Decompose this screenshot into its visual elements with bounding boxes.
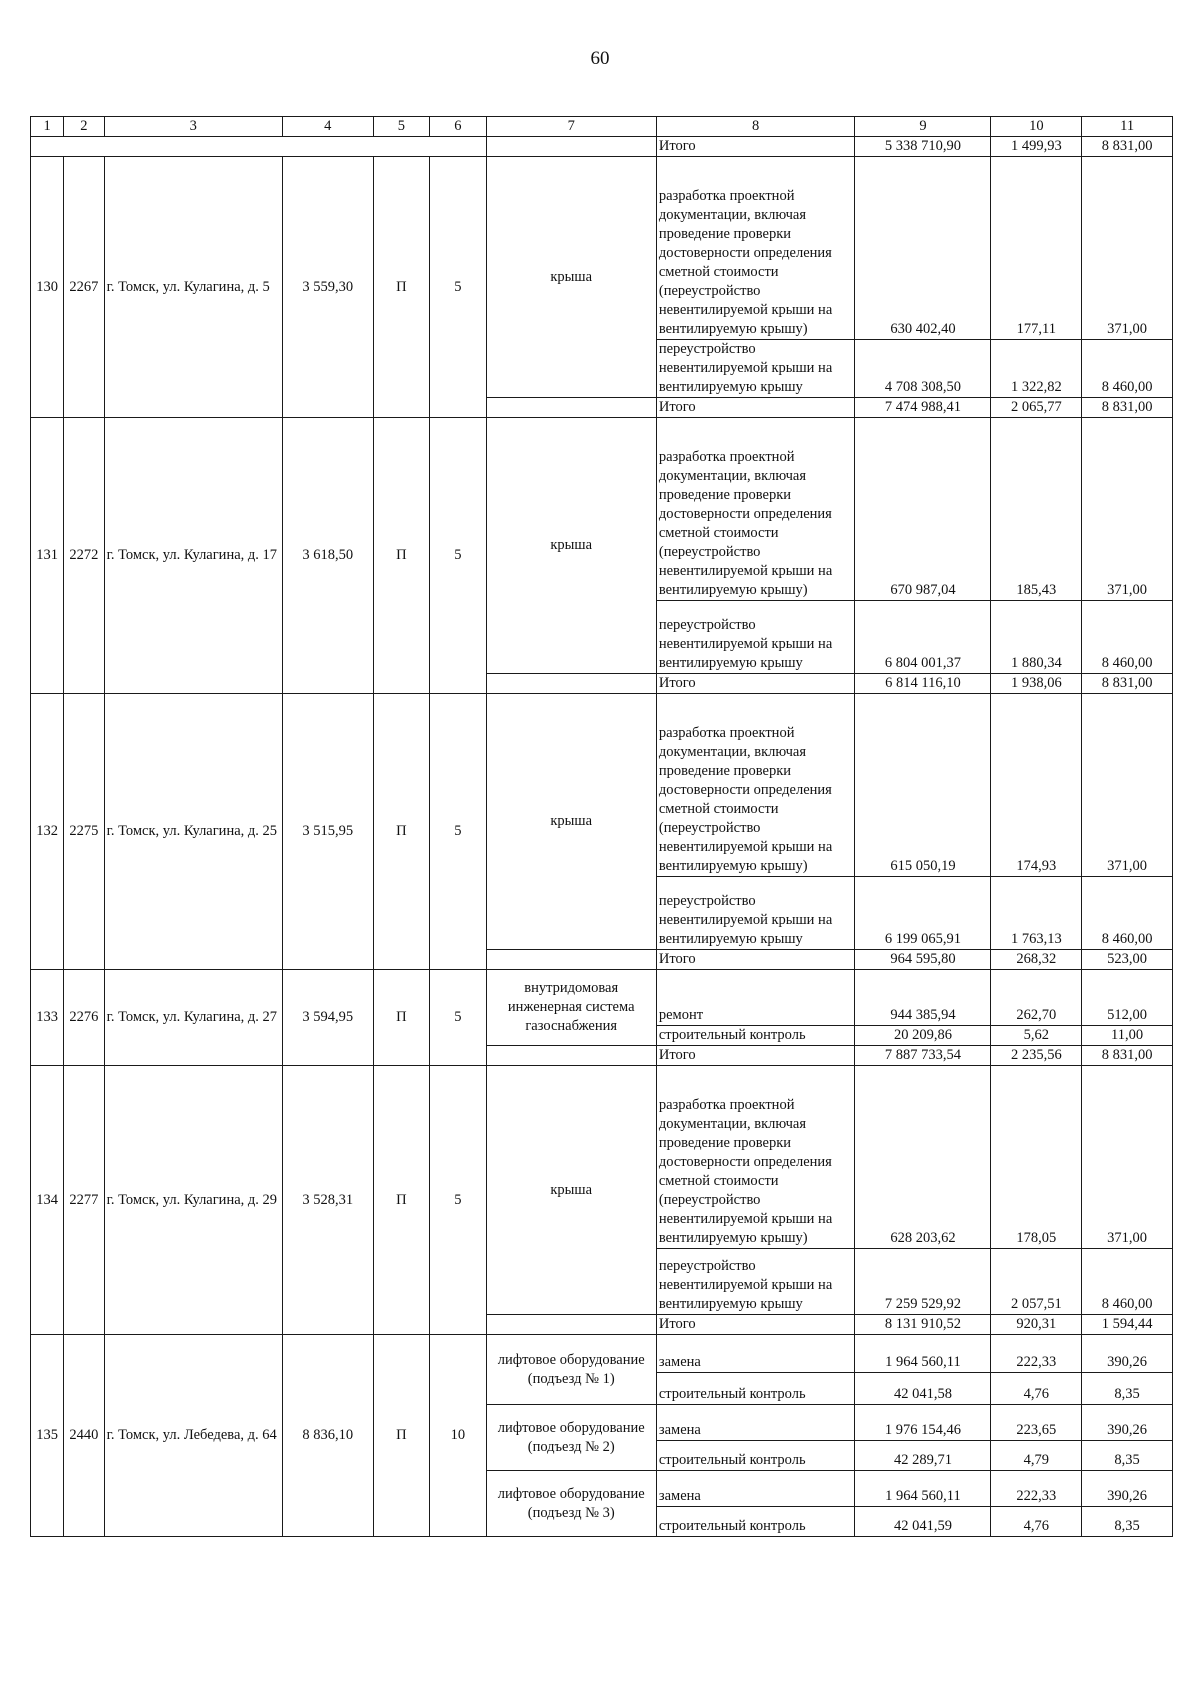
table-cell: 8 831,00	[1082, 398, 1173, 418]
table-cell: замена	[656, 1405, 855, 1441]
table-cell: 3 594,95	[282, 970, 373, 1066]
table-cell: 1 938,06	[991, 674, 1082, 694]
table-cell: 8 460,00	[1082, 340, 1173, 398]
table-cell: 7 887 733,54	[855, 1046, 991, 1066]
table-cell: 5	[430, 418, 486, 694]
table-row	[31, 157, 1173, 340]
table-cell: 5	[430, 1066, 486, 1335]
table-cell: г. Томск, ул. Кулагина, д. 29	[104, 1066, 282, 1335]
table-cell: 615 050,19	[855, 694, 991, 877]
table-cell: строительный контроль	[656, 1373, 855, 1405]
table-cell: 8 831,00	[1082, 1046, 1173, 1066]
column-header: 5	[373, 117, 429, 137]
table-cell: 130	[31, 157, 64, 418]
table-cell: 5	[430, 694, 486, 970]
table-cell: 222,33	[991, 1471, 1082, 1507]
table-cell: 1 763,13	[991, 877, 1082, 950]
table-cell: 390,26	[1082, 1405, 1173, 1441]
column-header: 3	[104, 117, 282, 137]
table-cell: крыша	[486, 418, 656, 674]
table-cell: 262,70	[991, 970, 1082, 1026]
table-cell: 628 203,62	[855, 1066, 991, 1249]
table-cell: 135	[31, 1335, 64, 1537]
table-cell: Итого	[656, 398, 855, 418]
blank-cell	[486, 674, 656, 694]
table-cell: внутридомовая инженерная система газоснабжения	[486, 970, 656, 1046]
table-cell: П	[373, 694, 429, 970]
table-cell: 222,33	[991, 1335, 1082, 1373]
table-cell: 523,00	[1082, 950, 1173, 970]
column-header: 8	[656, 117, 855, 137]
capital-repair-table	[30, 116, 1173, 1537]
table-cell: 2277	[64, 1066, 104, 1335]
table-cell: 1 976 154,46	[855, 1405, 991, 1441]
table-cell: 1 880,34	[991, 601, 1082, 674]
table-cell: 512,00	[1082, 970, 1173, 1026]
table-cell: 2276	[64, 970, 104, 1066]
table-cell: 1 499,93	[991, 137, 1082, 157]
table-cell: Итого	[656, 1046, 855, 1066]
table-cell: 8,35	[1082, 1441, 1173, 1471]
column-header: 7	[486, 117, 656, 137]
table-cell: разработка проектной документации, включая проведение проверки достоверности определения сметной стоимости (переустройство невентилируемой крыши на вентилируемую крышу)	[656, 157, 855, 340]
table-cell: 964 595,80	[855, 950, 991, 970]
table-cell: строительный контроль	[656, 1441, 855, 1471]
table-cell: крыша	[486, 1066, 656, 1315]
table-cell: 670 987,04	[855, 418, 991, 601]
table-cell: 8 460,00	[1082, 601, 1173, 674]
table-cell: 3 528,31	[282, 1066, 373, 1335]
table-cell: переустройство невентилируемой крыши на вентилируемую крышу	[656, 1249, 855, 1315]
table-cell: 920,31	[991, 1315, 1082, 1335]
table-cell: 8,35	[1082, 1373, 1173, 1405]
table-cell: строительный контроль	[656, 1507, 855, 1537]
table-cell: 390,26	[1082, 1471, 1173, 1507]
table-row	[31, 418, 1173, 601]
column-header: 1	[31, 117, 64, 137]
blank-cell	[486, 1046, 656, 1066]
table-cell: 8 460,00	[1082, 1249, 1173, 1315]
table-cell: г. Томск, ул. Кулагина, д. 27	[104, 970, 282, 1066]
table-cell: 134	[31, 1066, 64, 1335]
table-cell: 8 836,10	[282, 1335, 373, 1537]
blank-cell	[486, 1315, 656, 1335]
table-cell: 3 618,50	[282, 418, 373, 694]
table-cell: 4,79	[991, 1441, 1082, 1471]
table-cell: 174,93	[991, 694, 1082, 877]
table-cell: 2 057,51	[991, 1249, 1082, 1315]
table-cell: крыша	[486, 694, 656, 950]
column-header: 2	[64, 117, 104, 137]
table-cell: П	[373, 157, 429, 418]
table-cell: 2 235,56	[991, 1046, 1082, 1066]
table-cell: 6 804 001,37	[855, 601, 991, 674]
table-cell: 4 708 308,50	[855, 340, 991, 398]
table-cell: 185,43	[991, 418, 1082, 601]
table-cell: строительный контроль	[656, 1026, 855, 1046]
table-cell: 177,11	[991, 157, 1082, 340]
table-cell: лифтовое оборудование (подъезд № 1)	[486, 1335, 656, 1405]
table-cell: 131	[31, 418, 64, 694]
table-cell: 8 831,00	[1082, 137, 1173, 157]
table-cell: 11,00	[1082, 1026, 1173, 1046]
table-cell: 3 559,30	[282, 157, 373, 418]
table-cell: 1 964 560,11	[855, 1335, 991, 1373]
table-cell: разработка проектной документации, включая проведение проверки достоверности определения сметной стоимости (переустройство невентилируемой крыши на вентилируемую крышу)	[656, 418, 855, 601]
table-cell: 1 594,44	[1082, 1315, 1173, 1335]
table-cell: 5 338 710,90	[855, 137, 991, 157]
table-row	[31, 1066, 1173, 1249]
table-cell: П	[373, 1335, 429, 1537]
table-cell: 6 814 116,10	[855, 674, 991, 694]
table-cell: 3 515,95	[282, 694, 373, 970]
table-cell: 8 831,00	[1082, 674, 1173, 694]
table-cell: 1 964 560,11	[855, 1471, 991, 1507]
column-header: 9	[855, 117, 991, 137]
table-cell: г. Томск, ул. Лебедева, д. 64	[104, 1335, 282, 1537]
table-cell: Итого	[656, 1315, 855, 1335]
table-cell: переустройство невентилируемой крыши на вентилируемую крышу	[656, 601, 855, 674]
table-cell: 6 199 065,91	[855, 877, 991, 950]
table-cell: 20 209,86	[855, 1026, 991, 1046]
table-cell: 7 474 988,41	[855, 398, 991, 418]
table-cell: П	[373, 970, 429, 1066]
column-number-row	[31, 117, 1173, 137]
table-row	[31, 970, 1173, 1026]
table-cell: 1 322,82	[991, 340, 1082, 398]
table-cell: замена	[656, 1335, 855, 1373]
table-row	[31, 694, 1173, 877]
blank-cell	[31, 137, 487, 157]
table-cell: 2267	[64, 157, 104, 418]
table-cell: 223,65	[991, 1405, 1082, 1441]
table-cell: Итого	[656, 950, 855, 970]
table-cell: лифтовое оборудование (подъезд № 2)	[486, 1405, 656, 1471]
table-cell: П	[373, 418, 429, 694]
table-cell: 10	[430, 1335, 486, 1537]
table-cell: 8 131 910,52	[855, 1315, 991, 1335]
table-cell: г. Томск, ул. Кулагина, д. 25	[104, 694, 282, 970]
table-cell: 178,05	[991, 1066, 1082, 1249]
table-cell: 371,00	[1082, 694, 1173, 877]
table-cell: замена	[656, 1471, 855, 1507]
table-cell: 630 402,40	[855, 157, 991, 340]
table-cell: лифтовое оборудование (подъезд № 3)	[486, 1471, 656, 1537]
table-row	[31, 1335, 1173, 1373]
table-cell: 371,00	[1082, 157, 1173, 340]
table-cell: 390,26	[1082, 1335, 1173, 1373]
table-cell: 2272	[64, 418, 104, 694]
table-cell: 7 259 529,92	[855, 1249, 991, 1315]
table-cell: 268,32	[991, 950, 1082, 970]
table-cell: крыша	[486, 157, 656, 398]
column-header: 6	[430, 117, 486, 137]
table-cell: 371,00	[1082, 1066, 1173, 1249]
page-number: 60	[590, 48, 610, 69]
table-cell: 2440	[64, 1335, 104, 1537]
table-cell: 132	[31, 694, 64, 970]
column-header: 10	[991, 117, 1082, 137]
table-cell: 133	[31, 970, 64, 1066]
column-header: 11	[1082, 117, 1173, 137]
blank-cell	[486, 398, 656, 418]
table-cell: 8 460,00	[1082, 877, 1173, 950]
table-cell: Итого	[656, 137, 855, 157]
table-cell: 944 385,94	[855, 970, 991, 1026]
table-cell: 4,76	[991, 1373, 1082, 1405]
table-cell: 5,62	[991, 1026, 1082, 1046]
table-cell: г. Томск, ул. Кулагина, д. 5	[104, 157, 282, 418]
table-cell: переустройство невентилируемой крыши на вентилируемую крышу	[656, 340, 855, 398]
table-cell: разработка проектной документации, включая проведение проверки достоверности определения сметной стоимости (переустройство невентилируемой крыши на вентилируемую крышу)	[656, 694, 855, 877]
table-cell: разработка проектной документации, включая проведение проверки достоверности определения сметной стоимости (переустройство невентилируемой крыши на вентилируемую крышу)	[656, 1066, 855, 1249]
table-row	[31, 137, 1173, 157]
table-cell: г. Томск, ул. Кулагина, д. 17	[104, 418, 282, 694]
table-cell: 4,76	[991, 1507, 1082, 1537]
column-header: 4	[282, 117, 373, 137]
table-cell: переустройство невентилируемой крыши на вентилируемую крышу	[656, 877, 855, 950]
table-cell: П	[373, 1066, 429, 1335]
table-cell: 2275	[64, 694, 104, 970]
table-cell: 42 041,59	[855, 1507, 991, 1537]
blank-cell	[486, 137, 656, 157]
table-cell: Итого	[656, 674, 855, 694]
table-cell: 42 041,58	[855, 1373, 991, 1405]
table-cell: 42 289,71	[855, 1441, 991, 1471]
table-cell: 371,00	[1082, 418, 1173, 601]
blank-cell	[486, 950, 656, 970]
table-cell: ремонт	[656, 970, 855, 1026]
table-cell: 2 065,77	[991, 398, 1082, 418]
table-cell: 5	[430, 970, 486, 1066]
table-cell: 5	[430, 157, 486, 418]
table-cell: 8,35	[1082, 1507, 1173, 1537]
